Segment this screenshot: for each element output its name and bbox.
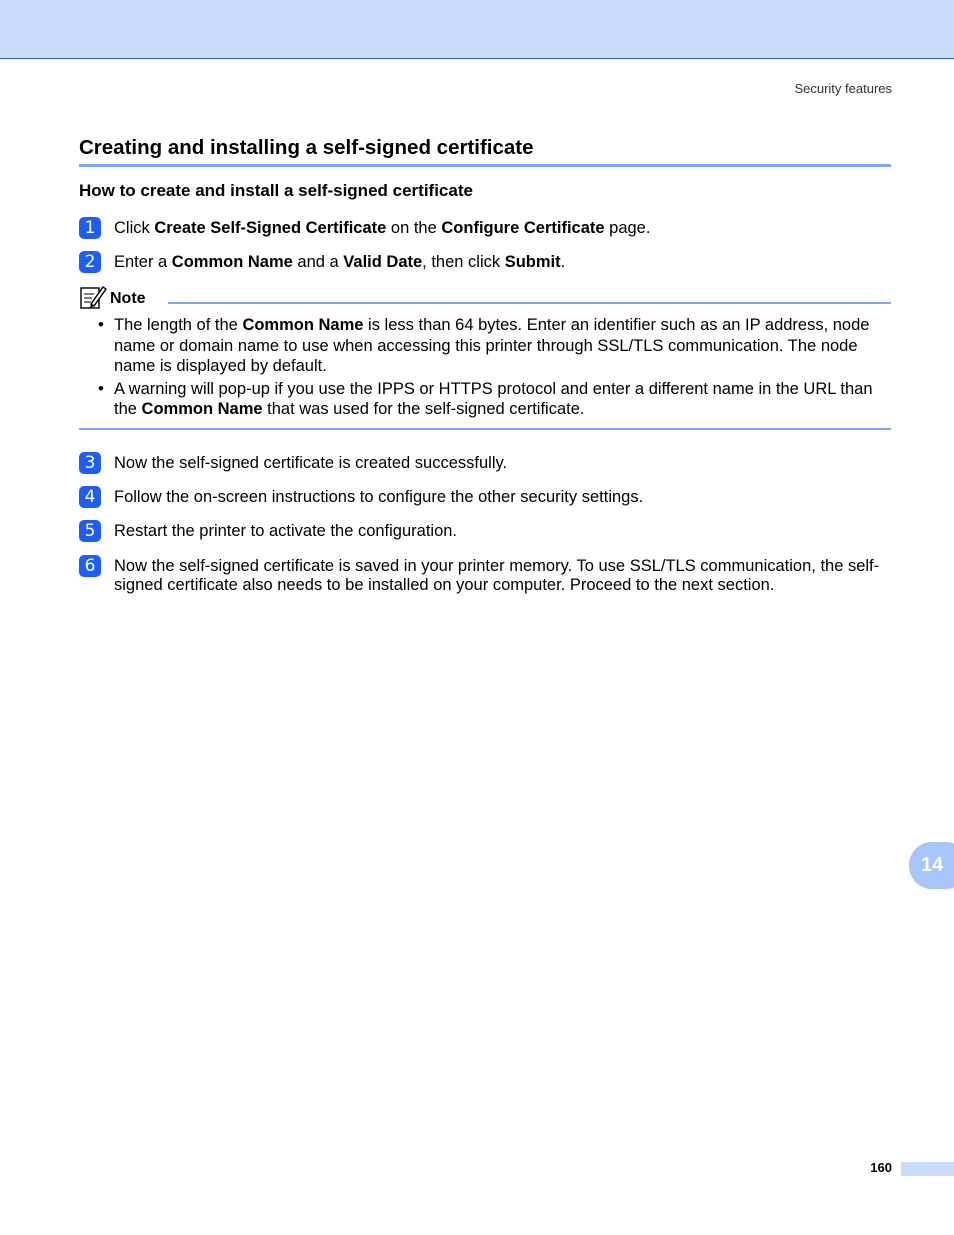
step-text-6: Now the self-signed certificate is saved in your printer memory. To use SSL/TLS communication, the self-signed certificate also needs to be installed on your computer. Proceed to the next section. — [114, 557, 880, 594]
bullet: • — [98, 379, 104, 398]
chapter-tab[interactable]: 14 — [909, 842, 954, 889]
step-text-3: Now the self-signed certificate is created successfully. — [114, 454, 508, 472]
step-text-2: Enter a Common Name and a Valid Date, then click Submit. — [114, 253, 566, 271]
step-number-5: 5 — [79, 520, 101, 542]
step-text-4: Follow the on-screen instructions to configure the other security settings. — [114, 488, 644, 506]
note-header — [79, 284, 891, 308]
page-number-bar — [901, 1162, 954, 1176]
note-divider — [168, 302, 891, 304]
note-pencil-icon — [79, 284, 107, 310]
step-text-1: Click Create Self-Signed Certificate on the Configure Certificate page. — [114, 219, 651, 237]
step-number-4: 4 — [79, 486, 101, 508]
page-number: 160 — [870, 1160, 892, 1175]
running-header: Security features — [794, 81, 892, 96]
step-number-3: 3 — [79, 452, 101, 474]
section-title: Creating and installing a self-signed certificate — [79, 136, 891, 167]
note-item-2: • A warning will pop-up if you use the IPPS or HTTPS protocol and enter a different name in the URL than the Common Name that was used for the self-signed certificate. — [98, 379, 873, 418]
step-number-2: 2 — [79, 251, 101, 273]
step-number-6: 6 — [79, 555, 101, 577]
step-text-5: Restart the printer to activate the configuration. — [114, 522, 458, 540]
subsection-title: How to create and install a self-signed certificate — [79, 181, 473, 200]
note-list — [98, 315, 891, 422]
note-label: Note — [110, 290, 146, 307]
note-end-divider — [79, 428, 891, 430]
bullet: • — [98, 316, 104, 334]
note-item-1: • The length of the Common Name is less than 64 bytes. Enter an identifier such as an IP address, node name or domain name to use when accessing this printer through SSL/TLS communication. The node name is displayed by default. — [98, 316, 870, 375]
header-band — [0, 0, 954, 59]
step-number-1: 1 — [79, 217, 101, 239]
